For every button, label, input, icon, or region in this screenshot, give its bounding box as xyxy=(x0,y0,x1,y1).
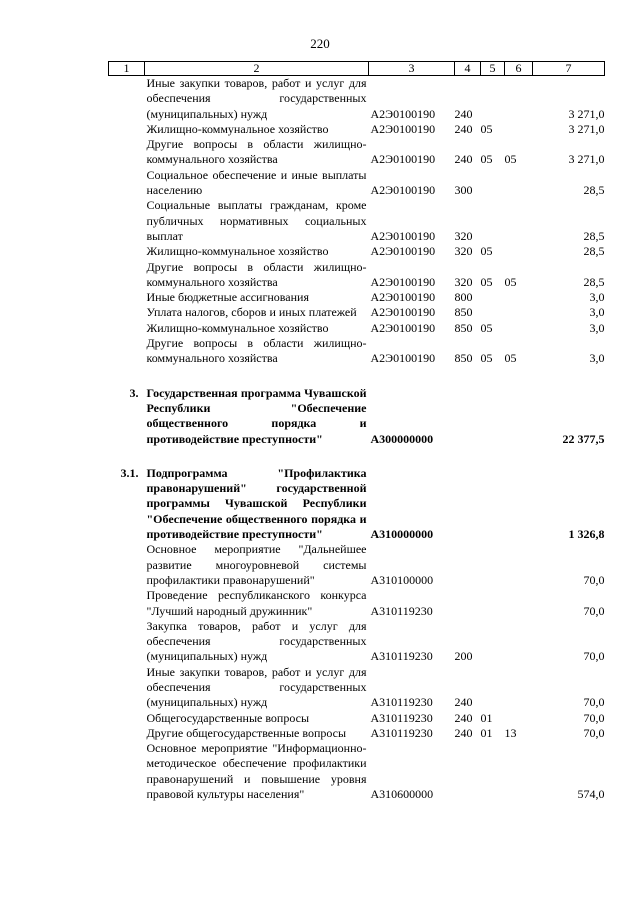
header-col-4: 4 xyxy=(455,62,481,76)
table-row xyxy=(109,466,605,542)
row-code: А310119230 xyxy=(370,695,433,710)
row-amount: 3,0 xyxy=(589,351,605,366)
row-number: 3. xyxy=(129,385,139,400)
row-amount: 70,0 xyxy=(583,649,605,664)
row-col-5 xyxy=(481,168,505,199)
table-row xyxy=(109,244,605,259)
header-col-7: 7 xyxy=(533,62,605,76)
row-col-4: 300 xyxy=(454,183,473,198)
row-code: А2Э0100190 xyxy=(370,290,436,305)
row-col-4 xyxy=(455,386,481,447)
row-code: А310119230 xyxy=(370,710,433,725)
row-code: А300000000 xyxy=(370,431,434,446)
row-col-6: 13 xyxy=(504,725,517,740)
row-number xyxy=(109,711,145,726)
table-row xyxy=(109,726,605,741)
row-name: Другие вопросы в области жилищно-коммунального хозяйства xyxy=(146,336,367,366)
row-number xyxy=(109,336,145,367)
row-col-6 xyxy=(505,665,533,711)
row-name: Основное мероприятие "Дальнейшее развитие многоуровневой системы профилактики правонарушений" xyxy=(146,542,367,587)
row-number xyxy=(109,122,145,137)
row-amount: 3,0 xyxy=(589,320,605,335)
row-code: А2Э0100190 xyxy=(370,183,436,198)
row-col-5 xyxy=(481,619,505,665)
row-col-6 xyxy=(505,321,533,336)
row-col-6 xyxy=(505,76,533,122)
row-col-4: 240 xyxy=(454,710,473,725)
row-col-5: 05 xyxy=(480,152,493,167)
row-name: Уплата налогов, сборов и иных платежей xyxy=(146,305,357,320)
row-col-4 xyxy=(455,741,481,802)
row-col-4: 320 xyxy=(454,228,473,243)
table-row xyxy=(109,386,605,447)
row-col-5: 05 xyxy=(480,274,493,289)
row-col-5: 05 xyxy=(480,351,493,366)
row-amount: 1 326,8 xyxy=(568,527,605,542)
table-row xyxy=(109,76,605,122)
table-row xyxy=(109,321,605,336)
table-row xyxy=(109,260,605,291)
row-col-5: 01 xyxy=(480,710,493,725)
row-number xyxy=(109,137,145,168)
row-amount: 28,5 xyxy=(583,244,605,259)
row-name: Иные бюджетные ассигнования xyxy=(146,290,309,305)
row-amount: 574,0 xyxy=(577,787,605,802)
table-row xyxy=(109,588,605,619)
row-col-6 xyxy=(505,619,533,665)
row-col-6: 05 xyxy=(504,274,517,289)
row-amount: 28,5 xyxy=(583,274,605,289)
row-col-5 xyxy=(481,588,505,619)
row-code: А2Э0100190 xyxy=(370,106,436,121)
table-row xyxy=(109,122,605,137)
header-col-1: 1 xyxy=(109,62,145,76)
row-amount: 3,0 xyxy=(589,290,605,305)
row-col-6 xyxy=(505,305,533,320)
row-name: Другие общегосударственные вопросы xyxy=(146,725,347,740)
row-col-4: 240 xyxy=(454,725,473,740)
row-col-6 xyxy=(505,466,533,542)
row-name: Закупка товаров, работ и услуг для обеспечения государственных (муниципальных) нужд xyxy=(146,618,367,664)
row-col-6 xyxy=(505,168,533,199)
table-row xyxy=(109,665,605,711)
row-number xyxy=(109,260,145,291)
row-number xyxy=(109,168,145,199)
row-col-6 xyxy=(505,588,533,619)
row-code: А310119230 xyxy=(370,649,433,664)
row-name: Проведение республиканского конкурса "Лучший народный дружинник" xyxy=(146,588,367,618)
row-number xyxy=(109,665,145,711)
row-col-5 xyxy=(481,305,505,320)
row-col-5 xyxy=(481,741,505,802)
budget-table xyxy=(108,61,605,802)
header-col-2: 2 xyxy=(145,62,369,76)
row-amount: 70,0 xyxy=(583,695,605,710)
row-col-5 xyxy=(481,76,505,122)
row-col-4 xyxy=(455,542,481,588)
row-amount: 28,5 xyxy=(583,183,605,198)
row-col-5 xyxy=(481,290,505,305)
row-col-6 xyxy=(505,386,533,447)
row-col-5: 05 xyxy=(480,320,493,335)
row-col-6 xyxy=(505,542,533,588)
table-row xyxy=(109,711,605,726)
row-code: А2Э0100190 xyxy=(370,228,436,243)
row-spacer xyxy=(109,367,605,386)
row-col-4: 240 xyxy=(454,106,473,121)
table-row xyxy=(109,336,605,367)
row-col-5 xyxy=(481,542,505,588)
row-col-4: 320 xyxy=(454,274,473,289)
table-header xyxy=(109,62,605,76)
table-row xyxy=(109,741,605,802)
row-name: Другие вопросы в области жилищно-коммунального хозяйства xyxy=(146,259,367,289)
header-col-5: 5 xyxy=(481,62,505,76)
row-code: А310119230 xyxy=(370,603,433,618)
row-number xyxy=(109,290,145,305)
row-name: Иные закупки товаров, работ и услуг для обеспечения государственных (муниципальных) нужд xyxy=(146,664,367,710)
row-name: Иные закупки товаров, работ и услуг для обеспечения государственных (муниципальных) нужд xyxy=(146,76,367,121)
row-col-6 xyxy=(505,290,533,305)
row-col-6 xyxy=(505,122,533,137)
row-spacer xyxy=(109,447,605,466)
row-col-4: 240 xyxy=(454,695,473,710)
row-number xyxy=(109,321,145,336)
row-number xyxy=(109,198,145,244)
row-amount: 70,0 xyxy=(583,710,605,725)
row-col-5: 01 xyxy=(480,725,493,740)
table-row xyxy=(109,305,605,320)
row-number xyxy=(109,588,145,619)
table-row xyxy=(109,542,605,588)
row-code: А2Э0100190 xyxy=(370,320,436,335)
row-code: А2Э0100190 xyxy=(370,274,436,289)
row-col-6: 05 xyxy=(504,351,517,366)
table-row xyxy=(109,198,605,244)
row-col-6 xyxy=(505,741,533,802)
row-name: Жилищно-коммунальное хозяйство xyxy=(146,121,329,136)
row-col-4 xyxy=(455,588,481,619)
row-name: Подпрограмма "Профилактика правонарушений" государственной программы Чувашской Республики "Обеспечение общественного порядка и противодействие преступности" xyxy=(146,465,367,542)
row-col-5 xyxy=(481,466,505,542)
row-amount: 70,0 xyxy=(583,725,605,740)
row-col-6: 05 xyxy=(504,152,517,167)
row-col-5: 05 xyxy=(480,244,493,259)
row-col-5: 05 xyxy=(480,121,493,136)
row-col-4 xyxy=(455,466,481,542)
row-col-4: 200 xyxy=(454,649,473,664)
row-amount: 3 271,0 xyxy=(568,106,605,121)
row-col-6 xyxy=(505,198,533,244)
spacer-cell xyxy=(109,447,605,466)
row-code: А2Э0100190 xyxy=(370,305,436,320)
row-col-4: 800 xyxy=(454,290,473,305)
row-col-6 xyxy=(505,244,533,259)
row-name: Социальное обеспечение и иные выплаты населению xyxy=(146,167,367,198)
row-number xyxy=(109,542,145,588)
row-code: А2Э0100190 xyxy=(370,244,436,259)
row-code: А2Э0100190 xyxy=(370,152,436,167)
row-col-5 xyxy=(481,198,505,244)
row-number xyxy=(109,741,145,802)
row-name: Государственная программа Чувашской Республики "Обеспечение общественного порядка и противодействие преступности" xyxy=(146,385,367,446)
row-amount: 3,0 xyxy=(589,305,605,320)
row-amount: 3 271,0 xyxy=(568,152,605,167)
row-col-4: 240 xyxy=(454,152,473,167)
row-amount: 28,5 xyxy=(583,228,605,243)
row-col-6 xyxy=(505,711,533,726)
row-number xyxy=(109,726,145,741)
row-amount: 22 377,5 xyxy=(562,431,605,446)
spacer-cell xyxy=(109,367,605,386)
row-number xyxy=(109,76,145,122)
row-number xyxy=(109,305,145,320)
row-number xyxy=(109,244,145,259)
row-code: А2Э0100190 xyxy=(370,351,436,366)
row-code: А310119230 xyxy=(370,725,433,740)
row-name: Жилищно-коммунальное хозяйство xyxy=(146,244,329,259)
row-col-5 xyxy=(481,665,505,711)
header-row xyxy=(109,62,605,76)
row-col-4: 850 xyxy=(454,351,473,366)
row-name: Общегосударственные вопросы xyxy=(146,710,310,725)
row-name: Жилищно-коммунальное хозяйство xyxy=(146,320,329,335)
row-amount: 3 271,0 xyxy=(568,121,605,136)
table-row xyxy=(109,137,605,168)
header-col-3: 3 xyxy=(369,62,455,76)
row-code: А2Э0100190 xyxy=(370,121,436,136)
header-col-6: 6 xyxy=(505,62,533,76)
row-code: А310100000 xyxy=(370,572,434,587)
row-col-4: 850 xyxy=(454,320,473,335)
row-number: 3.1. xyxy=(120,465,139,480)
row-number xyxy=(109,619,145,665)
page-number: 220 xyxy=(310,36,330,51)
row-col-5 xyxy=(481,386,505,447)
row-amount: 70,0 xyxy=(583,603,605,618)
row-name: Основное мероприятие "Информационно-методическое обеспечение профилактики правонарушений и повышение уровня правовой культуры населения" xyxy=(146,741,367,802)
row-code: А310000000 xyxy=(370,527,434,542)
row-code: А310600000 xyxy=(370,787,434,802)
table-row xyxy=(109,290,605,305)
row-amount: 70,0 xyxy=(583,572,605,587)
row-col-4: 850 xyxy=(454,305,473,320)
row-col-4: 320 xyxy=(454,244,473,259)
table-row xyxy=(109,619,605,665)
row-name: Другие вопросы в области жилищно-коммунального хозяйства xyxy=(146,137,367,167)
table-body xyxy=(109,76,605,803)
table-row xyxy=(109,168,605,199)
row-name: Социальные выплаты гражданам, кроме публичных нормативных социальных выплат xyxy=(146,198,367,243)
row-col-4: 240 xyxy=(454,121,473,136)
